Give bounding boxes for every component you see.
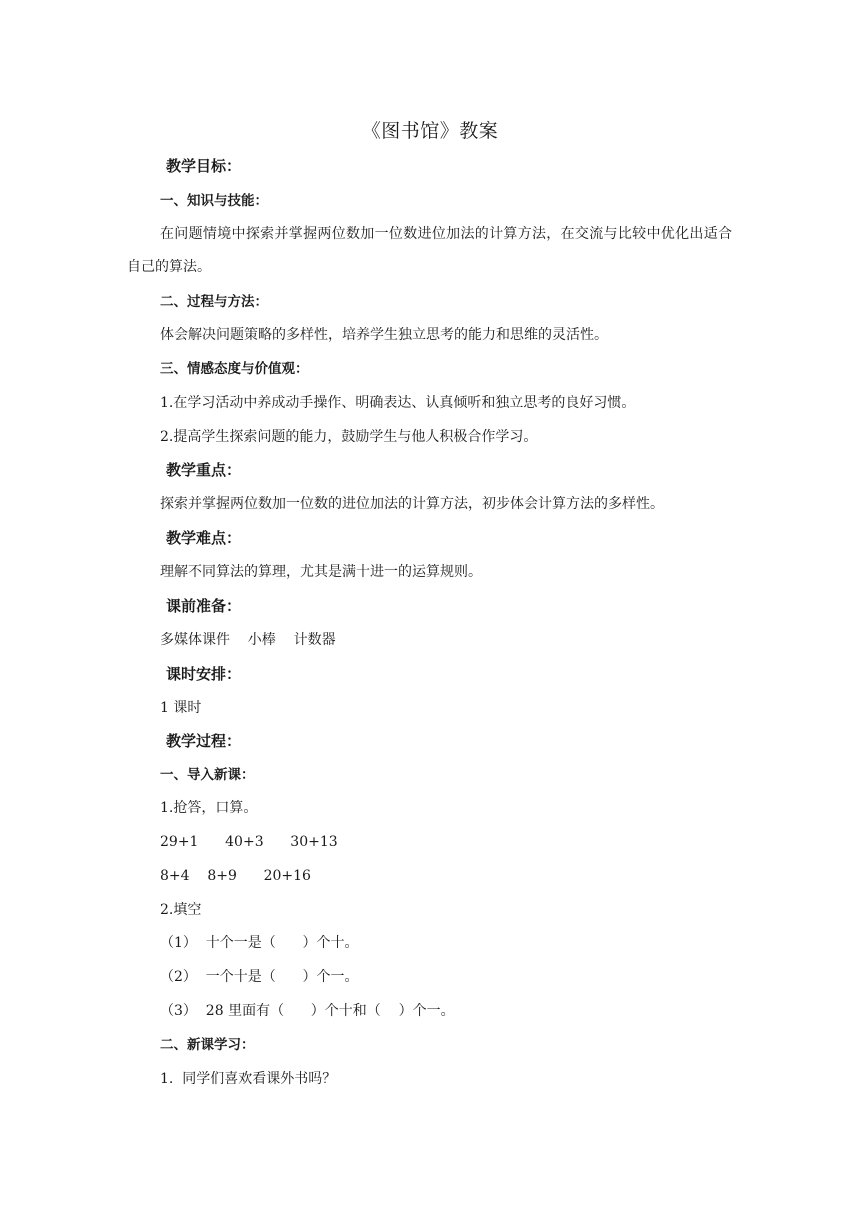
fill-blank-3: （3） 28 里面有（ ）个十和（ ）个一。	[160, 1003, 455, 1019]
heading-teaching-goals: 教学目标：	[166, 157, 242, 175]
attitude-item-2: 2.提高学生探索问题的能力，鼓励学生与他人积极合作学习。	[160, 429, 538, 445]
fill-blank-2: （2） 一个十是（ ）个一。	[160, 969, 359, 985]
paragraph-knowledge-skills: 在问题情境中探索并掌握两位数加一位数进位加法的计算方法，在交流与比较中优化出适合自己的算法。	[127, 226, 732, 275]
document-title: 《图书馆》教案	[361, 120, 499, 142]
paragraph-key-point: 探索并掌握两位数加一位数的进位加法的计算方法，初步体会计算方法的多样性。	[160, 496, 664, 512]
heading-key-point: 教学重点：	[166, 461, 242, 479]
heading-difficulty: 教学难点：	[166, 529, 242, 547]
fill-blank-1: （1） 十个一是（ ）个十。	[160, 935, 359, 951]
heading-intro: 一、导入新课：	[160, 767, 255, 783]
intro-item-1: 1.抢答，口算。	[160, 800, 258, 816]
paragraph-schedule: 1 课时	[160, 700, 202, 716]
heading-preparation: 课前准备：	[166, 597, 242, 615]
paragraph-preparation: 多媒体课件 小棒 计数器	[160, 632, 336, 648]
new-lesson-item-1: 1. 同学们喜欢看课外书吗？	[160, 1071, 337, 1087]
heading-process-methods: 二、过程与方法：	[160, 294, 268, 310]
paragraph-difficulty: 理解不同算法的算理，尤其是满十进一的运算规则。	[160, 564, 482, 580]
heading-schedule: 课时安排：	[166, 665, 242, 683]
heading-attitude-values: 三、情感态度与价值观：	[160, 361, 309, 377]
intro-item-2: 2.填空	[160, 902, 202, 918]
heading-teaching-process: 教学过程：	[166, 732, 242, 750]
heading-knowledge-skills: 一、知识与技能：	[160, 193, 268, 209]
calc-row-2: 8+4 8+9 20+16	[160, 868, 311, 884]
paragraph-process-methods: 体会解决问题策略的多样性，培养学生独立思考的能力和思维的灵活性。	[160, 327, 608, 343]
attitude-item-1: 1.在学习活动中养成动手操作、明确表达、认真倾听和独立思考的良好习惯。	[160, 395, 636, 411]
heading-new-lesson: 二、新课学习：	[160, 1037, 255, 1053]
calc-row-1: 29+1 40+3 30+13	[160, 834, 338, 850]
